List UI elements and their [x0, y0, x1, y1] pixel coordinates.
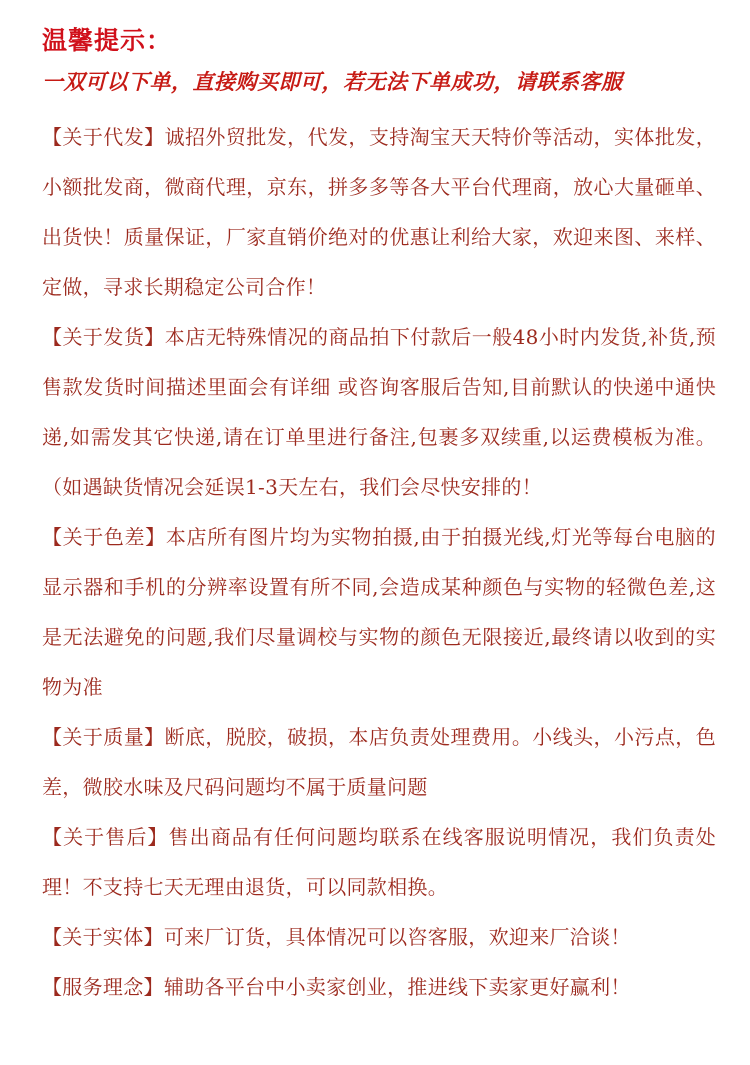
section-text: 诚招外贸批发，代发，支持淘宝天天特价等活动，实体批发，小额批发商，微商代理，京东，拼多多等各大平台代理商，放心大量砸单、出货快！质量保证，厂家直销价绝对的优惠让利给大家，欢迎来图、来样、定做，寻求长期稳定公司合作！ — [42, 125, 716, 299]
section-label: 【关于色差】 — [42, 525, 166, 549]
section-label: 【关于售后】 — [42, 825, 169, 849]
section-label: 【关于实体】 — [42, 925, 164, 949]
section-text: 售出商品有任何问题均联系在线客服说明情况，我们负责处理！不支持七天无理由退货，可以同款相换。 — [42, 825, 716, 899]
section-text: 辅助各平台中小卖家创业，推进线下卖家更好赢利！ — [163, 975, 631, 999]
section-quality — [42, 712, 716, 812]
section-text: 本店无特殊情况的商品拍下付款后一般48小时内发货,补货,预售款发货时间描述里面会有详细 或咨询客服后告知,目前默认的快递中通快递,如需发其它快递,请在订单里进行备注,包裹多双续重,以运费模板为准。（如遇缺货情况会延误1-3天左右，我们会尽快安排的！ — [42, 325, 716, 499]
section-text: 可来厂订货，具体情况可以咨客服，欢迎来厂洽谈！ — [163, 925, 631, 949]
section-after-sales — [42, 812, 716, 912]
section-physical-store — [42, 912, 716, 962]
notice-title: 温馨提示： — [42, 26, 173, 55]
section-text: 断底，脱胶，破损，本店负责处理费用。小线头，小污点，色差，微胶水味及尺码问题均不属于质量问题 — [42, 725, 716, 799]
section-dropshipping — [42, 112, 716, 312]
section-text: 本店所有图片均为实物拍摄,由于拍摄光线,灯光等每台电脑的显示器和手机的分辨率设置有所不同,会造成某种颜色与实物的轻微色差,这是无法避免的问题,我们尽量调校与实物的颜色无限接近,最终请以收到的实物为准 — [42, 525, 716, 699]
notice-subtitle: 一双可以下单，直接购买即可，若无法下单成功，请联系客服 — [42, 69, 623, 94]
section-label: 【关于发货】 — [42, 325, 165, 349]
section-label: 【关于代发】 — [42, 125, 165, 149]
section-label: 【关于质量】 — [42, 725, 165, 749]
section-service-philosophy — [42, 962, 716, 1012]
section-shipping — [42, 312, 716, 512]
section-label: 【服务理念】 — [42, 975, 164, 999]
section-color-difference — [42, 512, 716, 712]
